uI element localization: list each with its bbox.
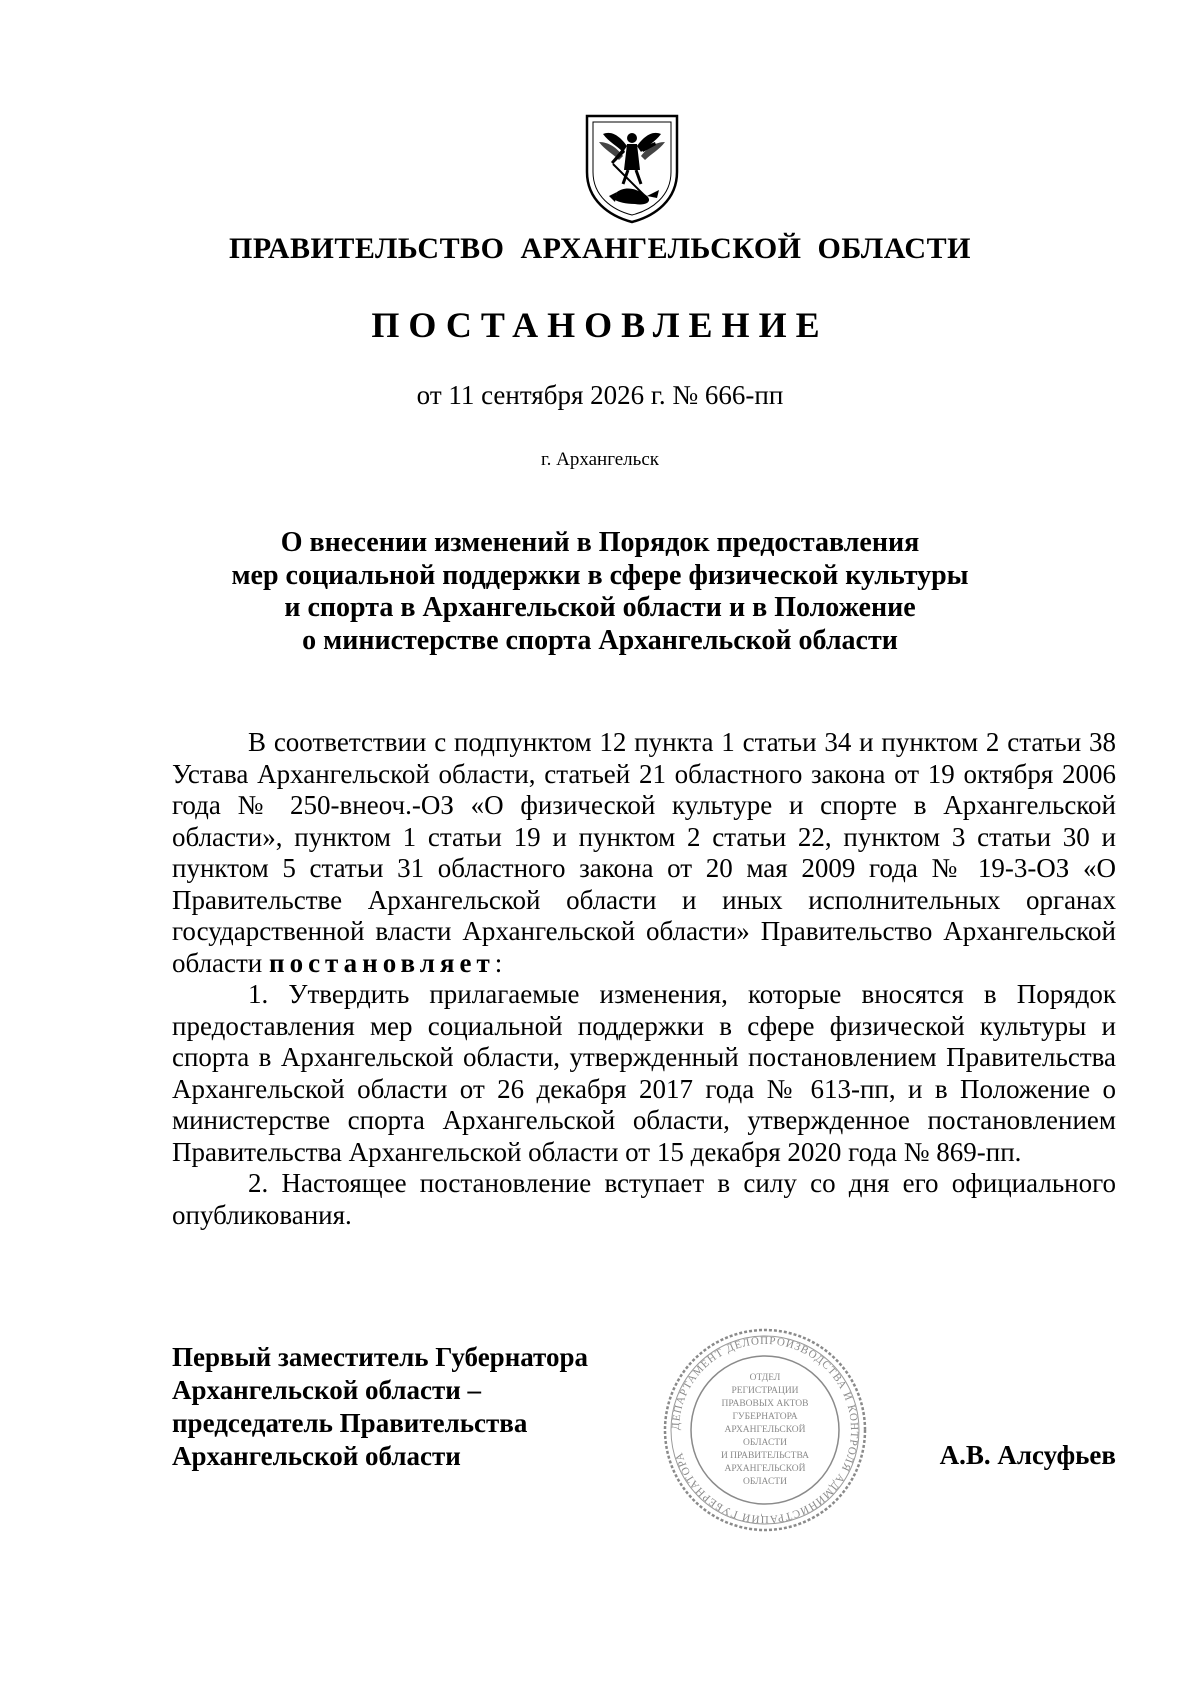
subject-line: О внесении изменений в Порядок предоставления — [280, 527, 920, 558]
document-city: г. Архангельск — [540, 449, 659, 470]
subject-line: и спорта в Архангельской области и в Положение — [284, 592, 916, 623]
official-seal-stamp — [660, 1325, 870, 1535]
signer-title-line: председатель Правительства — [172, 1408, 528, 1438]
subject-line: о министерстве спорта Архангельской области — [302, 624, 898, 656]
seal-line: ПРАВОВЫХ АКТОВ — [721, 1399, 809, 1409]
seal-outer-text: ДЕПАРТАМЕНТ ДЕЛОПРОИЗВОДСТВА И КОНТРОЛЯ АДМИНИСТРАЦИИ ГУБЕРНАТОРА — [669, 1334, 861, 1526]
document-date-number: от 11 сентября 2026 г. № 666-пп — [416, 380, 784, 410]
signer-title-line: Первый заместитель Губернатора — [172, 1342, 588, 1372]
seal-line: ГУБЕРНАТОРА — [732, 1412, 798, 1422]
seal-line: ОБЛАСТИ — [743, 1477, 787, 1487]
document-type: ПОСТАНОВЛЕНИЕ — [371, 305, 829, 345]
document-subject — [200, 527, 1000, 657]
signer-name: А.В. Алсуфьев — [939, 1440, 1116, 1470]
seal-line: ОБЛАСТИ — [743, 1438, 787, 1448]
signer-title — [172, 1341, 672, 1473]
signer-title-line: Архангельской области — [172, 1441, 461, 1471]
decree-colon: : — [494, 947, 503, 978]
item-2-paragraph: 2. Настоящее постановление вступает в силу со дня его официального опубликования. — [172, 1168, 1116, 1230]
government-name: ПРАВИТЕЛЬСТВО АРХАНГЕЛЬСКОЙ ОБЛАСТИ — [229, 232, 971, 265]
seal-line: РЕГИСТРАЦИИ — [731, 1386, 799, 1396]
signer-title-line: Архангельской области – — [172, 1375, 482, 1405]
coat-of-arms-icon — [583, 112, 681, 226]
subject-line: мер социальной поддержки в сфере физической культуры — [231, 559, 969, 591]
decree-word: постановляет — [269, 947, 495, 978]
item-1-paragraph: 1. Утвердить прилагаемые изменения, которые вносятся в Порядок предоставления мер социальной поддержки в сфере физической культуры и спорта в Архангельской области, утвержденный постановлением Правительства Архангельской области от 26 декабря 2017 года № 613-пп, и в Положение о министерстве спорта Архангельской области, утвержденное постановлением Правительства Архангельской области от 15 декабря 2020 года № 869-пп. — [172, 979, 1116, 1167]
seal-line: И ПРАВИТЕЛЬСТВА — [720, 1451, 810, 1461]
preamble-paragraph — [172, 727, 1116, 979]
preamble-text: В соответствии с подпунктом 12 пункта 1 статьи 34 и пунктом 2 статьи 38 Устава Архангельской области, статьей 21 областного закона от 19 октября 2006 года № 250-внеоч.-ОЗ «О физической культуре и спорте в Архангельской области», пунктом 1 статьи 19 и пунктом 2 статьи 22, пунктом 3 статьи 30 и пунктом 5 статьи 31 областного закона от 20 мая 2009 года № 19-3-ОЗ «О Правительстве Архангельской области и иных исполнительных органах государственной власти Архангельской области» Правительство Архангельской области — [172, 727, 1116, 978]
seal-line: АРХАНГЕЛЬСКОЙ — [724, 1464, 806, 1474]
document-body — [172, 727, 1116, 1231]
seal-line: АРХАНГЕЛЬСКОЙ — [724, 1425, 806, 1435]
seal-line: ОТДЕЛ — [749, 1373, 781, 1383]
